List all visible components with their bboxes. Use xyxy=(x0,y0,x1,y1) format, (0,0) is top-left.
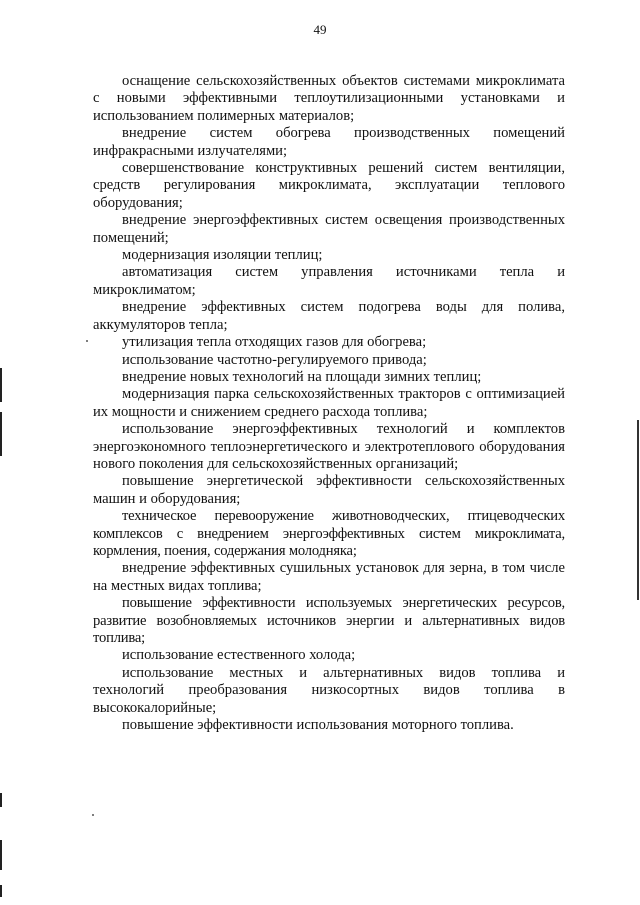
scan-edge-mark xyxy=(0,885,2,897)
list-item: оснащение сельскохозяйственных объектов системами микроклимата с новыми эффективными теплоутилизационными установками и использованием полимерных материалов; xyxy=(93,73,565,124)
list-item: автоматизация систем управления источниками тепла и микроклиматом; xyxy=(93,264,565,298)
list-item: модернизация парка сельскохозяйственных тракторов с оптимизацией их мощности и снижением среднего расхода топлива; xyxy=(93,386,565,420)
list-item: повышение энергетической эффективности сельскохозяйственных машин и оборудования; xyxy=(93,473,565,507)
list-item: модернизация изоляции теплиц; xyxy=(122,247,323,264)
list-item: внедрение новых технологий на площади зимних теплиц; xyxy=(122,368,482,385)
list-item: утилизация тепла отходящих газов для обогрева; xyxy=(122,334,427,351)
scan-edge-mark xyxy=(0,840,2,870)
list-item: использование частотно-регулируемого привода; xyxy=(122,351,427,368)
list-item: внедрение систем обогрева производственных помещений инфракрасными излучателями; xyxy=(93,125,565,159)
scan-edge-mark xyxy=(637,420,639,600)
list-item: использование естественного холода; xyxy=(122,647,356,664)
scan-speck xyxy=(92,814,94,816)
list-item: использование энергоэффективных технологий и комплектов энергоэкономного теплоэнергетического и электротеплового оборудования нового поколения для сельскохозяйственных организаций; xyxy=(93,421,565,472)
list-item: внедрение эффективных систем подогрева воды для полива, аккумуляторов тепла; xyxy=(93,299,565,333)
scan-edge-mark xyxy=(0,368,2,402)
page-number: 49 xyxy=(313,22,327,37)
list-item: совершенствование конструктивных решений систем вентиляции, средств регулирования микроклимата, эксплуатации теплового оборудования; xyxy=(93,160,565,211)
list-item: внедрение эффективных сушильных установок для зерна, в том числе на местных видах топлива; xyxy=(93,560,565,594)
list-item: использование местных и альтернативных видов топлива и технологий преобразования низкосортных видов топлива в высококалорийные; xyxy=(93,664,565,716)
list-item: повышение эффективности используемых энергетических ресурсов, развитие возобновляемых источников энергии и альтернативных видов топлива; xyxy=(93,595,565,646)
scan-edge-mark xyxy=(0,793,2,807)
scan-edge-mark xyxy=(0,412,2,456)
list-item: повышение эффективности использования моторного топлива. xyxy=(122,717,514,734)
list-item: техническое перевооружение животноводческих, птицеводческих комплексов с внедрением энергоэффективных систем микроклимата, кормления, поения, содержания молодняка; xyxy=(93,508,565,559)
scan-speck xyxy=(86,340,88,342)
document-body xyxy=(93,73,565,734)
list-item: внедрение энергоэффективных систем освещения производственных помещений; xyxy=(93,212,565,246)
